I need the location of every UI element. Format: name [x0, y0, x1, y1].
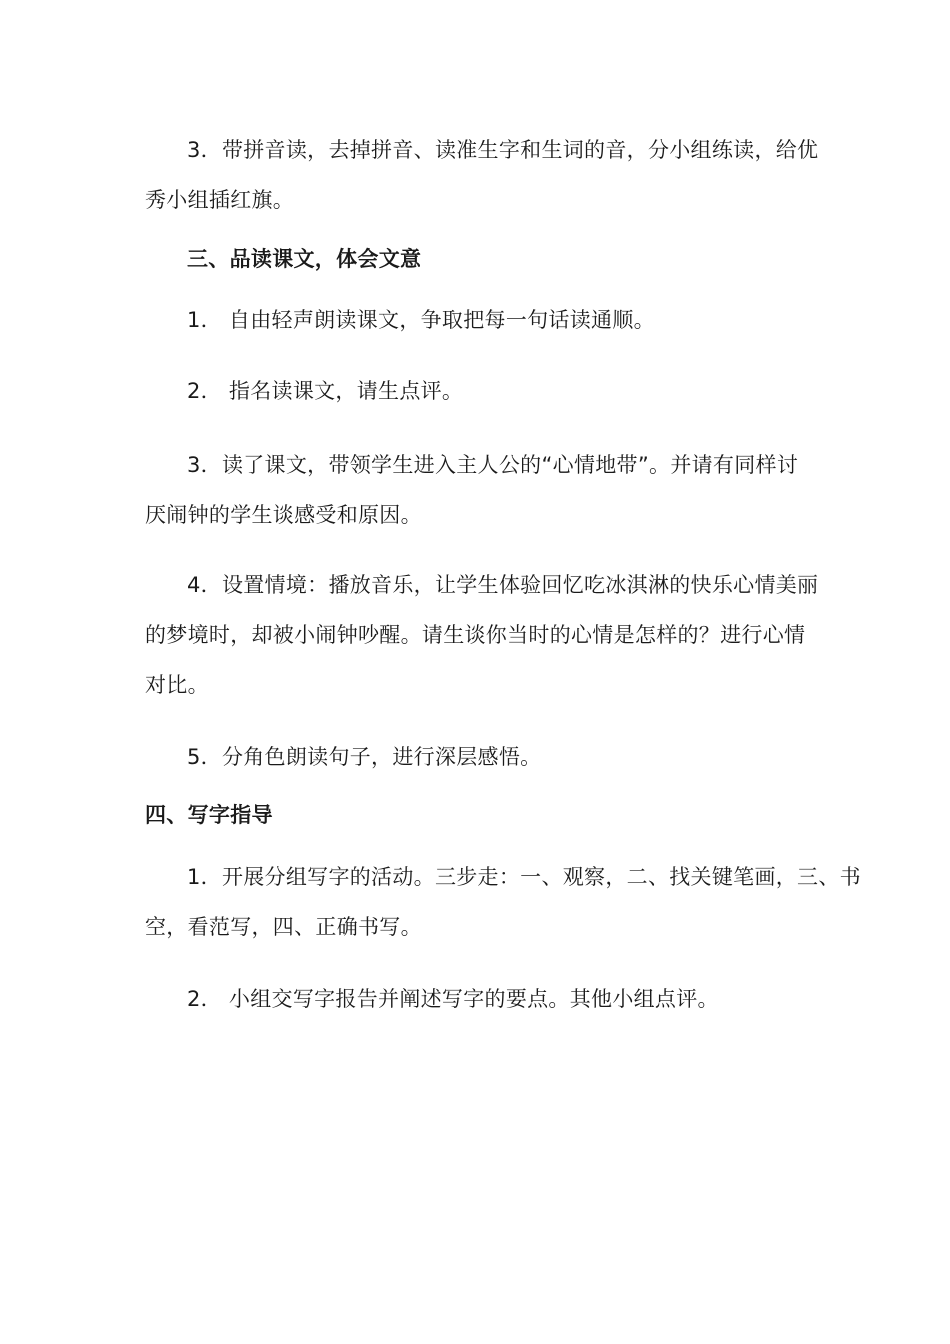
paragraph-line: 1． 自由轻声朗读课文，争取把每一句话读通顺。: [187, 308, 655, 332]
paragraph-line: 5．分角色朗读句子，进行深层感悟。: [187, 745, 542, 769]
section-heading: 三、品读课文，体会文意: [187, 247, 422, 271]
paragraph-line: 3．带拼音读，去掉拼音、读准生字和生词的音，分小组练读，给优: [187, 138, 819, 162]
paragraph-line: 4．设置情境：播放音乐，让学生体验回忆吃冰淇淋的快乐心情美丽: [187, 573, 819, 597]
section-heading: 四、写字指导: [145, 803, 273, 827]
paragraph-line: 厌闹钟的学生谈感受和原因。: [145, 503, 422, 527]
paragraph-line: 2． 指名读课文，请生点评。: [187, 379, 464, 403]
paragraph-line: 2． 小组交写字报告并阐述写字的要点。其他小组点评。: [187, 987, 719, 1011]
paragraph-line: 1．开展分组写字的活动。三步走：一、观察，二、找关键笔画，三、书: [187, 865, 861, 889]
paragraph-line: 的梦境时，却被小闹钟吵醒。请生谈你当时的心情是怎样的？进行心情: [145, 623, 806, 647]
paragraph-line: 秀小组插红旗。: [145, 188, 295, 212]
paragraph-line: 空，看范写，四、正确书写。: [145, 915, 422, 939]
paragraph-line: 对比。: [145, 673, 209, 697]
paragraph-line: 3．读了课文，带领学生进入主人公的“心情地带”。并请有同样讨: [187, 453, 799, 477]
